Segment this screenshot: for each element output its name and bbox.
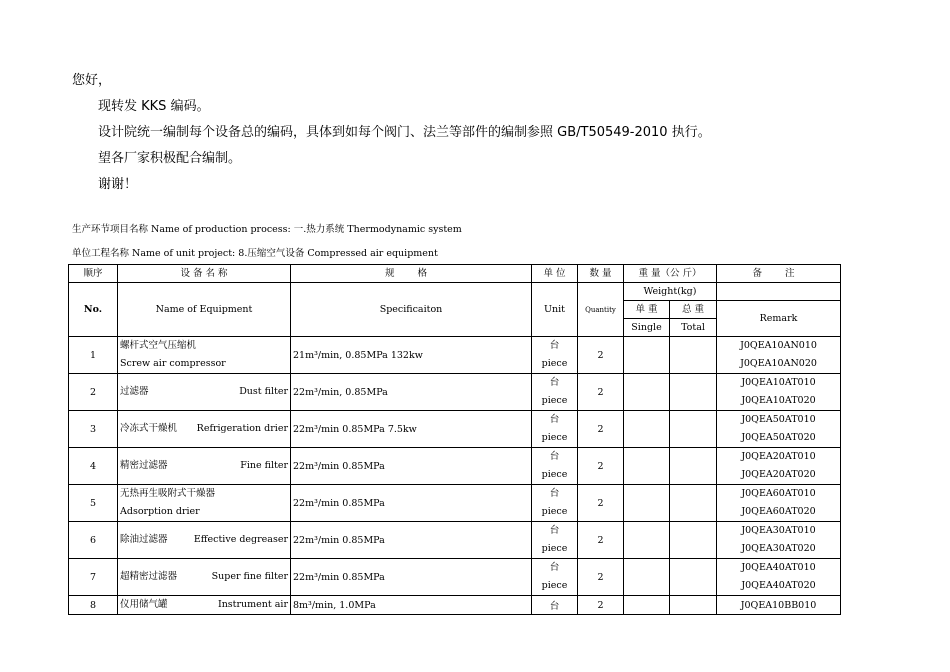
row-number: 5 [89, 497, 97, 509]
header-single-en: Single [624, 319, 670, 337]
unit-project-line: 单位工程名称 Name of unit project: 8.压缩空气设备 Compressed air equipment [72, 248, 438, 259]
name-cn: 仪用储气罐 [120, 599, 168, 610]
spec-text: 22m³/min 0.85MPa [293, 534, 385, 546]
cell-spec [291, 559, 532, 596]
table-row [69, 596, 841, 615]
cell-name [118, 448, 291, 485]
header-name-en: Name of Equipment [118, 283, 291, 337]
cell-no [69, 411, 118, 448]
header-row-2 [69, 283, 841, 301]
unit-en: piece [541, 395, 568, 406]
name-en: Adsorption drier [120, 506, 200, 517]
equipment-table [68, 264, 841, 615]
cell-no [69, 485, 118, 522]
remark-code-1: J0QEA50AT010 [741, 414, 816, 425]
row-number: 4 [89, 460, 97, 472]
name-en: Dust filter [239, 386, 288, 397]
header-no-cn: 顺序 [69, 265, 118, 283]
letter-greeting: 您好， [72, 73, 112, 88]
cell-spec [291, 485, 532, 522]
letter-line-2: 设计院统一编制每个设备总的编码，具体到如每个阀门、法兰等部件的编制参照 GB/T50549-2010 执行。 [98, 125, 711, 140]
remark-code-1: J0QEA30AT010 [741, 525, 816, 536]
row-number: 1 [89, 349, 97, 361]
qty-value: 2 [597, 349, 604, 361]
remark-code-2: J0QEA20AT020 [741, 469, 816, 480]
cell-unit [532, 411, 578, 448]
cell-name [118, 559, 291, 596]
cell-spec [291, 522, 532, 559]
equipment-table-body [69, 265, 841, 615]
cell-qty [578, 559, 624, 596]
remark-code-2: J0QEA10AT020 [741, 395, 816, 406]
qty-value: 2 [597, 423, 604, 435]
remark-code-1: J0QEA10AN010 [740, 340, 817, 351]
cell-total-weight [670, 448, 717, 485]
cell-qty [578, 522, 624, 559]
spec-text: 22m³/min 0.85MPa [293, 460, 385, 472]
cell-unit [532, 485, 578, 522]
cell-remark [717, 448, 841, 485]
unit-cn: 台 [549, 451, 560, 462]
name-en: Fine filter [240, 460, 288, 471]
unit-cn: 台 [549, 601, 560, 612]
name-cn: 无热再生吸附式干燥器 [120, 488, 216, 499]
cell-remark [717, 559, 841, 596]
cell-single-weight [624, 411, 670, 448]
cell-total-weight [670, 485, 717, 522]
cell-remark [717, 337, 841, 374]
cell-spec [291, 596, 532, 615]
remark-code-1: J0QEA20AT010 [741, 451, 816, 462]
cell-single-weight [624, 522, 670, 559]
cell-qty [578, 448, 624, 485]
spec-text: 21m³/min, 0.85MPa 132kw [293, 349, 423, 361]
header-single-cn: 单 重 [624, 301, 670, 319]
qty-value: 2 [597, 571, 604, 583]
row-number: 3 [89, 423, 97, 435]
unit-cn: 台 [549, 340, 560, 351]
letter-line-3: 望各厂家积极配合编制。 [98, 151, 242, 166]
cell-name [118, 411, 291, 448]
cell-no [69, 596, 118, 615]
cell-no [69, 337, 118, 374]
table-row [69, 522, 841, 559]
header-spec-cn-text: 规 格 [384, 268, 438, 279]
header-weight-en: Weight(kg) [624, 283, 717, 301]
cell-no [69, 559, 118, 596]
cell-remark [717, 374, 841, 411]
cell-total-weight [670, 374, 717, 411]
row-number: 2 [89, 386, 97, 398]
cell-spec [291, 337, 532, 374]
table-row [69, 448, 841, 485]
table-row [69, 374, 841, 411]
header-no-en: No. [69, 283, 118, 337]
qty-value: 2 [597, 534, 604, 546]
cell-single-weight [624, 559, 670, 596]
header-row-1 [69, 265, 841, 283]
cell-unit [532, 448, 578, 485]
remark-code-1: J0QEA10AT010 [741, 377, 816, 388]
cell-single-weight [624, 374, 670, 411]
unit-en: piece [541, 358, 568, 369]
cell-qty [578, 596, 624, 615]
remark-code-1: J0QEA10BB010 [740, 599, 817, 611]
spec-text: 22m³/min 0.85MPa [293, 571, 385, 583]
row-number: 6 [89, 534, 97, 546]
remark-code-2: J0QEA10AN020 [740, 358, 817, 369]
header-remark-cn [717, 265, 841, 283]
name-cn: 精密过滤器 [120, 460, 168, 471]
letter-body [72, 68, 711, 198]
table-row [69, 337, 841, 374]
header-unit-en: Unit [532, 283, 578, 337]
table-row [69, 559, 841, 596]
name-cn: 螺杆式空气压缩机 [120, 340, 197, 351]
cell-total-weight [670, 337, 717, 374]
cell-single-weight [624, 337, 670, 374]
cell-total-weight [670, 596, 717, 615]
cell-spec [291, 374, 532, 411]
cell-qty [578, 485, 624, 522]
table-row [69, 485, 841, 522]
unit-en: piece [541, 543, 568, 554]
cell-remark [717, 485, 841, 522]
spec-text: 22m³/min 0.85MPa 7.5kw [293, 423, 417, 435]
unit-en: piece [541, 432, 568, 443]
cell-name [118, 337, 291, 374]
remark-code-1: J0QEA40AT010 [741, 562, 816, 573]
name-cn: 过滤器 [120, 386, 149, 397]
unit-cn: 台 [549, 525, 560, 536]
cell-single-weight [624, 485, 670, 522]
cell-single-weight [624, 448, 670, 485]
cell-single-weight [624, 596, 670, 615]
row-number: 8 [89, 599, 97, 611]
unit-cn: 台 [549, 562, 560, 573]
letter-line-4: 谢谢！ [98, 177, 138, 192]
cell-spec [291, 448, 532, 485]
qty-value: 2 [597, 460, 604, 472]
letter-line-1: 现转发 KKS 编码。 [98, 99, 210, 114]
header-spec-en: Specificaiton [291, 283, 532, 337]
header-spec-cn [291, 265, 532, 283]
cell-remark [717, 596, 841, 615]
header-remark-cn-text: 备 注 [752, 268, 805, 279]
qty-value: 2 [597, 386, 604, 398]
production-process-line: 生产环节项目名称 Name of production process: 一.热力系统 Thermodynamic system [72, 224, 462, 235]
header-unit-cn: 单 位 [532, 265, 578, 283]
unit-cn: 台 [549, 414, 560, 425]
name-en: Screw air compressor [120, 358, 226, 369]
cell-total-weight [670, 522, 717, 559]
unit-cn: 台 [549, 488, 560, 499]
spec-text: 8m³/min, 1.0MPa [293, 599, 376, 611]
qty-value: 2 [597, 497, 604, 509]
header-qty-en: Quantity [578, 283, 624, 337]
unit-en: piece [541, 506, 568, 517]
name-en: Refrigeration drier [196, 423, 288, 434]
remark-code-2: J0QEA50AT020 [741, 432, 816, 443]
cell-qty [578, 374, 624, 411]
cell-unit [532, 522, 578, 559]
remark-code-1: J0QEA60AT010 [741, 488, 816, 499]
cell-unit [532, 596, 578, 615]
cell-spec [291, 411, 532, 448]
cell-qty [578, 411, 624, 448]
name-cn: 除油过滤器 [120, 534, 168, 545]
qty-value: 2 [597, 599, 604, 611]
spec-text: 22m³/min 0.85MPa [293, 497, 385, 509]
cell-unit [532, 337, 578, 374]
unit-cn: 台 [549, 377, 560, 388]
cell-name [118, 596, 291, 615]
cell-name [118, 485, 291, 522]
header-remark-en: Remark [717, 301, 841, 337]
name-en: Instrument air [217, 599, 288, 610]
cell-qty [578, 337, 624, 374]
name-en: Super fine filter [211, 571, 288, 582]
spec-text: 22m³/min, 0.85MPa [293, 386, 388, 398]
remark-code-2: J0QEA40AT020 [741, 580, 816, 591]
cell-no [69, 522, 118, 559]
name-cn: 超精密过滤器 [120, 571, 178, 582]
header-total-en: Total [670, 319, 717, 337]
remark-code-2: J0QEA30AT020 [741, 543, 816, 554]
name-en: Effective degreaser [193, 534, 288, 545]
cell-remark [717, 522, 841, 559]
cell-unit [532, 374, 578, 411]
remark-code-2: J0QEA60AT020 [741, 506, 816, 517]
row-number: 7 [89, 571, 97, 583]
table-row [69, 411, 841, 448]
cell-no [69, 448, 118, 485]
cell-name [118, 522, 291, 559]
header-total-cn: 总 重 [670, 301, 717, 319]
header-qty-cn: 数 量 [578, 265, 624, 283]
name-cn: 冷冻式干燥机 [120, 423, 178, 434]
cell-unit [532, 559, 578, 596]
cell-total-weight [670, 559, 717, 596]
cell-no [69, 374, 118, 411]
unit-en: piece [541, 469, 568, 480]
header-weight-cn: 重 量（公 斤） [624, 265, 717, 283]
header-remark-spacer [717, 283, 841, 301]
unit-en: piece [541, 580, 568, 591]
cell-name [118, 374, 291, 411]
cell-total-weight [670, 411, 717, 448]
header-name-cn: 设 备 名 称 [118, 265, 291, 283]
cell-remark [717, 411, 841, 448]
